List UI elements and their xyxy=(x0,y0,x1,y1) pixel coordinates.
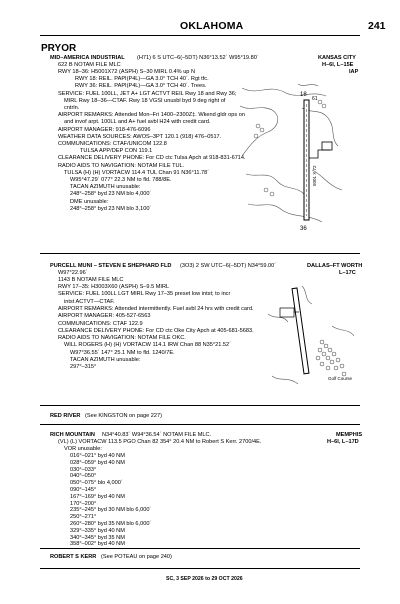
text-line: 090°–145° xyxy=(70,487,97,493)
city-heading: PRYOR xyxy=(41,43,77,54)
text-line: 170°–200° xyxy=(70,500,97,507)
text-line: RWY 18: REIL. PAPI(P4L)—GA 3.0° TCH 40´. Rgt tfc. xyxy=(75,76,209,83)
text-line: 167°–169° byd 40 NM xyxy=(70,493,125,500)
text-line: SERVICE: FUEL 100LL, JET A+ LGT ACTVT REIL Rwy 18 and Rwy 36; xyxy=(58,90,237,97)
airport-diagram xyxy=(262,280,358,400)
text-line: CLEARANCE DELIVERY PHONE: For CD ctc Tulsa Apch at 918-831-6714. xyxy=(58,155,246,162)
text-line: AIRPORT MANAGER: 918-476-6096 xyxy=(58,126,151,133)
text-line: 250°–271° xyxy=(70,514,97,521)
text-line: COMMUNICATIONS: CTAF 122.9 xyxy=(58,320,143,327)
runway-17-35 xyxy=(292,288,309,374)
footer-rule xyxy=(40,568,360,569)
text-line: and invof arpt. 100LL and A+ fuel avbl H24 with credit card. xyxy=(64,119,211,126)
text-line: 340°–345° byd 35 NM xyxy=(70,534,125,541)
region-label: DALLAS–FT WORTH xyxy=(307,263,363,269)
vor-unusable-label: VOR unusable: xyxy=(64,446,102,452)
text-line: 297°–315° xyxy=(70,364,97,371)
rich-coords: N34°40.83´ W94°36.54´ NOTAM FILE MLC. xyxy=(102,432,212,438)
chart-label: L–17C xyxy=(339,270,356,276)
chart-label: H–6I, L–15E xyxy=(322,62,354,68)
section-rule-2 xyxy=(40,405,360,406)
elev-line: 622 B NOTAM FILE MLC xyxy=(58,62,121,68)
airport-id-line: (3O3) 2 SW UTC–6(–5DT) N34°59.00´ xyxy=(180,263,277,269)
text-line: MIRL Rwy 18–36—CTAF. Rwy 18 VGSI unusbl byd 9 deg right of xyxy=(64,97,226,104)
chart-label: H–6I, L–17D xyxy=(327,439,359,445)
text-line: 050°–075° blo 4,000´ xyxy=(70,480,123,487)
page-number: 241 xyxy=(368,20,386,32)
text-line: COMMUNICATIONS: CTAF/UNICOM 122.8 xyxy=(58,141,167,147)
rwy-length-label: 5001 X 72 xyxy=(312,165,317,186)
text-line: 329°–335° byd 40 NM xyxy=(70,527,125,534)
text-line: RADIO AIDS TO NAVIGATION: NOTAM FILE OKC. xyxy=(58,335,186,342)
rich-name: RICH MOUNTAIN xyxy=(50,432,95,438)
text-line: RWY 17–35: H3003X60 (ASPH) S–9.5 MIRL xyxy=(58,284,170,290)
elevation-label: 61 xyxy=(312,96,318,102)
region-label: KANSAS CITY xyxy=(318,55,356,61)
iap-label: IAP xyxy=(349,69,359,75)
section-rule-1 xyxy=(40,253,360,254)
rwy-top-label: 18 xyxy=(300,92,307,98)
airport-name: PURCELL MUNI – STEVEN E SHEPHARD FLD xyxy=(50,263,172,269)
taxiway xyxy=(309,142,332,158)
text-line: W97°36.55´ 147° 25.1 NM to fld. 1240/7E. xyxy=(70,349,175,356)
text-line: 358°–002° byd 40 NM xyxy=(70,541,125,548)
text-line: 248°–258° byd 23 NM blo 3,100´ xyxy=(70,205,152,212)
runway-18-36 xyxy=(304,100,309,220)
text-line: SERVICE: FUEL 100LL LGT MIRL Rwy 17–35 preset low intst; to incr xyxy=(58,291,231,298)
text-line: 016°–021° byd 40 NM xyxy=(70,453,125,459)
text-line: DME unusable: xyxy=(70,198,109,205)
text-line: WILL ROGERS (H) (H) VORTACW 114.1 IRW Chan 88 N35°21.52´ xyxy=(64,342,231,349)
text-line: 248°–258° byd 23 NM blo 4,000´ xyxy=(70,191,152,198)
text-line: RADIO AIDS TO NAVIGATION: NOTAM FILE TUL. xyxy=(58,162,185,169)
rwy-bottom-label: 36 xyxy=(300,226,307,232)
airport-diagram xyxy=(238,78,350,234)
section-rule-4 xyxy=(40,548,360,549)
text-line: intst ACTVT—CTAF. xyxy=(64,298,115,305)
trees-cluster xyxy=(316,340,346,376)
terrain-contours xyxy=(240,84,342,222)
text-line: AIRPORT REMARKS: Attended intermittently. Fuel avbl 24 hrs with credit card. xyxy=(58,305,254,312)
region-label: MEMPHIS xyxy=(336,432,363,438)
text-line: RWY 36: REIL. PAPI(P4L)—GA 3.0° TCH 40´. Trees. xyxy=(75,83,207,90)
text-line: 028°–059° byd 40 NM xyxy=(70,459,125,466)
w-coord-line: W97°22.96´ xyxy=(58,270,88,276)
footer-effective-dates: SC, 3 SEP 2026 to 29 OCT 2026 xyxy=(166,576,243,582)
airport-id-line: (H71) 6 S UTC–6(–5DT) N36°13.52´ W95°19.80´ xyxy=(137,55,259,61)
text-line: cntrln. xyxy=(64,105,80,111)
text-line: 260°–280° byd 35 NM blo 6,000´ xyxy=(70,521,152,527)
robert-ref: (See POTEAU on page 240) xyxy=(101,554,172,560)
text-line: W95°47.29´ 077° 22.3 NM to fld. 788/8E. xyxy=(70,177,172,183)
header-rule xyxy=(40,35,360,36)
text-line: 040°–050° xyxy=(70,473,97,480)
airport-name: MID–AMERICA INDUSTRIAL xyxy=(50,55,125,61)
text-line: TULSA APP/DEP CON 119.1 xyxy=(80,148,153,155)
text-line: AIRPORT REMARKS: Attended Mon–Fri 1400–2300Z‡. Wkend gldr ops on xyxy=(58,112,245,119)
red-river-ref: (See KINGSTON on page 227) xyxy=(85,413,163,419)
rich-vortac: (VL) (L) VORTACW 113.5 PGO Chan 82 354° 20.4 NM to Robert S Kerr. 2700/4E. xyxy=(58,439,262,445)
golf-course-label: Golf Course xyxy=(328,376,353,381)
text-line: WEATHER DATA SOURCES: AWOS–3PT 120.1 (918) 476–0517. xyxy=(58,133,222,140)
text-line: 235°–245° byd 30 NM blo 6,000´ xyxy=(70,507,152,514)
red-river-name: RED RIVER xyxy=(50,413,81,419)
text-line: TACAN AZIMUTH unusable: xyxy=(70,184,141,191)
text-line: RWY 18–36: H5001X72 (ASPH) S–30 MIRL 0.4% up N xyxy=(58,69,196,75)
text-line: TACAN AZIMUTH unusable: xyxy=(70,357,141,363)
text-line: 030°–033° xyxy=(70,466,97,473)
text-line: CLEARANCE DELIVERY PHONE: For CD ctc Oke City Apch at 405-681-5683. xyxy=(58,327,254,334)
robert-name: ROBERT S KERR xyxy=(50,554,97,560)
text-line: AIRPORT MANAGER: 405-527-6563 xyxy=(58,313,151,320)
section-rule-3 xyxy=(40,424,360,425)
state-title: OKLAHOMA xyxy=(180,20,244,32)
elev-line: 1143 B NOTAM FILE MLC xyxy=(58,277,124,283)
terrain-contours xyxy=(268,286,354,384)
text-line: TULSA (H) (H) VORTACW 114.4 TUL Chan 91 N36°11.78´ xyxy=(64,169,210,176)
